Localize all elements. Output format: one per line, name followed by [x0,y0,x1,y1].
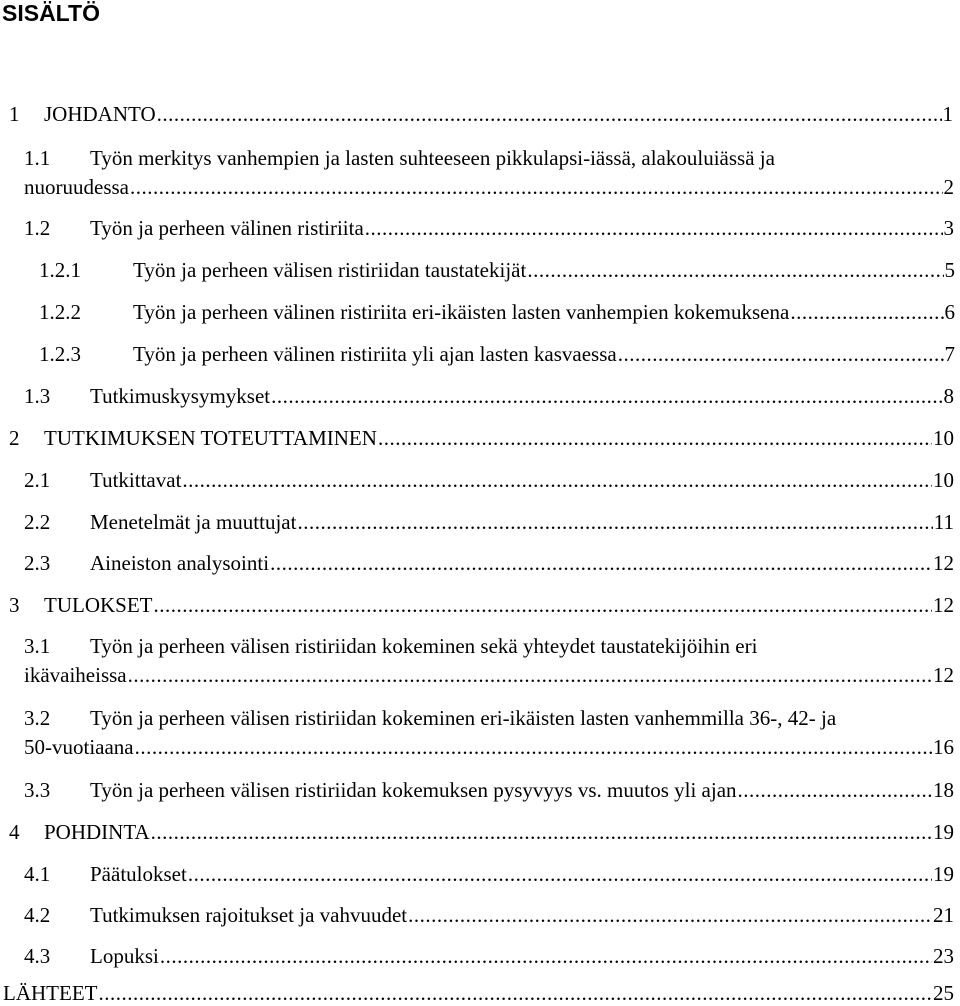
toc-entry-page: 2 [943,175,954,199]
toc-entry-text: Menetelmät ja muuttujat [90,510,297,534]
toc-leader-dots [297,509,932,535]
toc-entry-page: 12 [933,551,954,575]
toc-entry-number: 4.2 [24,903,51,927]
toc-entry-1-3[interactable] [24,383,954,409]
toc-entry-text: TUTKIMUKSEN TOTEUTTAMINEN [44,426,377,450]
toc-entry-1-2-2[interactable] [39,299,955,325]
toc-entry-text: Työn ja perheen välisen ristiriidan kokeminen eri-ikäisten lasten vanhemmilla 36-, 42- ja [90,706,837,730]
toc-entry-number: 1.2.1 [39,258,81,282]
toc-entry-text: Tutkittavat [90,468,182,492]
toc-entry-page: 25 [933,981,954,1005]
toc-entry-1-2-3[interactable] [39,341,955,367]
toc-entry-number: 1.2.2 [39,300,81,324]
toc-entry-2-1[interactable] [24,467,954,493]
toc-entry-1-2-1[interactable] [39,257,955,283]
toc-leader-dots [738,777,932,803]
toc-entry-text: Työn ja perheen välinen ristiriita yli ajan lasten kasvaessa [133,342,617,366]
toc-entry-text: POHDINTA [44,820,150,844]
toc-entry-number: 3.3 [24,778,51,802]
toc-entry-number: 3.1 [24,634,51,658]
toc-leader-dots [182,467,932,493]
toc-entry-text: Työn ja perheen välisen ristiriidan kokeminen sekä yhteydet taustatekijöihin eri [90,634,758,658]
toc-entry-tutkimuksen-toteuttaminen[interactable] [9,425,954,451]
toc-entry-text: Päätulokset [90,862,187,886]
toc-leader-dots [128,662,932,688]
toc-entry-text: JOHDANTO [44,102,156,126]
toc-entry-3-1-continued[interactable] [24,662,954,688]
toc-entry-1-2[interactable] [24,215,954,241]
toc-entry-page: 16 [933,735,954,759]
toc-entry-number: 1.2 [24,216,51,240]
toc-entry-pohdinta[interactable] [9,819,954,845]
toc-leader-dots [98,980,932,1006]
toc-entry-3-2-continued[interactable] [24,734,954,760]
toc-entry-text: Työn ja perheen välinen ristiriita [90,216,364,240]
toc-entry-number: 4.3 [24,944,51,968]
toc-entry-3-1[interactable] [24,633,954,659]
toc-entry-page: 19 [933,820,954,844]
toc-entry-number: 3 [9,593,20,617]
toc-leader-dots [790,299,943,325]
toc-entry-tulokset[interactable] [9,592,954,618]
toc-entry-4-3[interactable] [24,943,954,969]
toc-entry-4-2[interactable] [24,902,954,928]
toc-entry-number: 4.1 [24,862,51,886]
toc-entry-text: Lopuksi [90,944,159,968]
toc-leader-dots [271,383,942,409]
toc-entry-number: 4 [9,820,20,844]
toc-entry-page: 1 [942,102,953,126]
toc-entry-number: 2.3 [24,551,51,575]
toc-entry-text: Tutkimuskysymykset [90,384,271,408]
toc-leader-dots [618,341,944,367]
toc-leader-dots [154,592,933,618]
toc-entry-number: 1.3 [24,384,51,408]
toc-entry-number: 3.2 [24,706,51,730]
toc-entry-page: 6 [944,300,955,324]
toc-leader-dots [270,550,932,576]
page-title: SISÄLTÖ [2,0,100,26]
toc-entry-number: 2.2 [24,510,51,534]
toc-entry-3-3[interactable] [24,777,954,803]
toc-entry-text: Työn ja perheen välinen ristiriita eri-ikäisten lasten vanhempien kokemuksena [133,300,790,324]
toc-entry-4-1[interactable] [24,861,954,887]
toc-entry-number: 1.1 [24,146,51,170]
toc-entry-johdanto[interactable] [9,101,953,127]
toc-entry-text: TULOKSET [44,593,153,617]
toc-entry-text: Aineiston analysointi [90,551,270,575]
toc-leader-dots [151,819,932,845]
toc-leader-dots [527,257,943,283]
toc-entry-page: 3 [943,216,954,240]
toc-entry-text-continued: nuoruudessa [24,175,129,199]
toc-entry-page: 11 [933,510,954,534]
toc-entry-page: 5 [944,258,955,282]
toc-leader-dots [160,943,932,969]
toc-entry-text: Työn ja perheen välisen ristiriidan kokemuksen pysyvyys vs. muutos yli ajan [90,778,737,802]
toc-entry-text: Työn ja perheen välisen ristiriidan taustatekijät [133,258,527,282]
toc-entry-1-1[interactable] [24,145,954,171]
toc-leader-dots [130,174,943,200]
toc-entry-page: 23 [933,944,954,968]
toc-entry-2-2[interactable] [24,509,954,535]
toc-leader-dots [378,425,932,451]
toc-entry-number: 1.2.3 [39,342,81,366]
toc-entry-page: 12 [933,593,954,617]
toc-entry-page: 8 [943,384,954,408]
toc-leader-dots [188,861,932,887]
toc-entry-text: Tutkimuksen rajoitukset ja vahvuudet [90,903,408,927]
toc-entry-page: 18 [933,778,954,802]
toc-entry-3-2[interactable] [24,705,960,731]
toc-entry-number: 2.1 [24,468,51,492]
toc-entry-lahteet[interactable] [3,980,954,1006]
toc-entry-text: Työn merkitys vanhempien ja lasten suhteeseen pikkulapsi-iässä, alakouluiässä ja [90,146,775,170]
toc-entry-text-continued: ikävaiheissa [24,663,127,687]
toc-entry-page: 12 [933,663,954,687]
toc-entry-page: 19 [933,862,954,886]
toc-entry-page: 10 [933,468,954,492]
toc-leader-dots [365,215,943,241]
toc-entry-page: 21 [933,903,954,927]
toc-entry-page: 10 [933,426,954,450]
toc-entry-1-1-continued[interactable] [24,174,954,200]
toc-entry-page: 7 [944,342,955,366]
toc-entry-number: 1 [9,102,20,126]
toc-entry-text-continued: 50-vuotiaana [24,735,134,759]
toc-leader-dots [157,101,942,127]
toc-entry-text: LÄHTEET [3,981,98,1005]
toc-leader-dots [135,734,932,760]
toc-leader-dots [408,902,932,928]
toc-entry-number: 2 [9,426,20,450]
toc-entry-2-3[interactable] [24,550,954,576]
